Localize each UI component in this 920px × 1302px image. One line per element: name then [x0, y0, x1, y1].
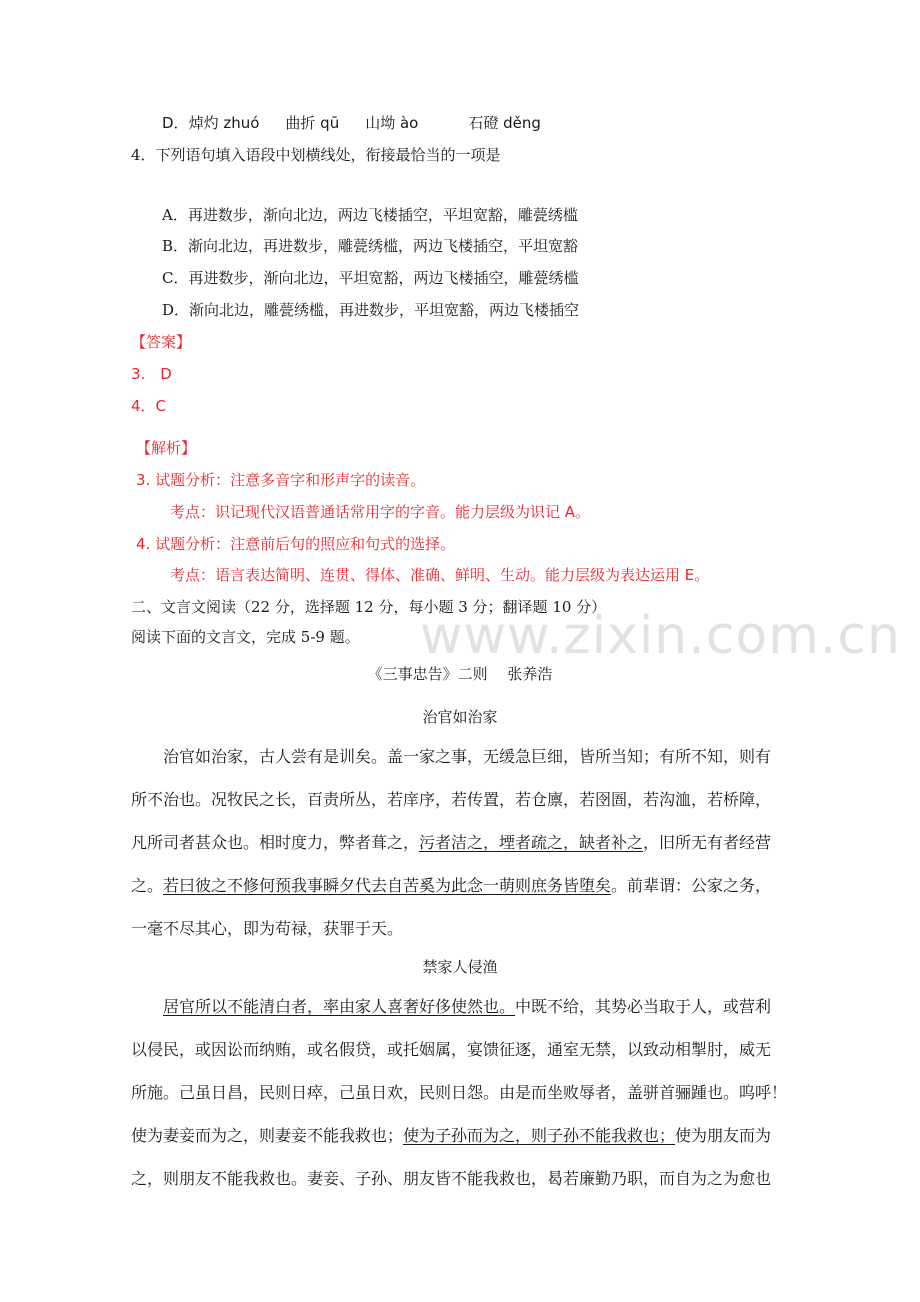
passage-text: 中既不给，其势必当取于人，或营利: [515, 997, 772, 1016]
q3-option-d-item: 焯灼 zhuó: [188, 114, 260, 132]
q3-option-d-label: D．: [162, 114, 189, 132]
analysis-item: 3. 试题分析：注意多音字和形声字的读音。: [136, 471, 426, 489]
passage-line: [131, 1082, 787, 1104]
passage-text: 之。: [131, 876, 164, 895]
passage-text: 凡所司者甚众也。相时度力，弊者葺之，: [131, 833, 420, 852]
section-title: 二、文言文阅读（22 分，选择题 12 分，每小题 3 分；翻译题 10 分）: [131, 598, 607, 616]
passage-text: 使为朋友而为: [675, 1126, 772, 1145]
passage-text: 。前辈谓：公家之务，: [611, 876, 772, 895]
q3-option-d-item: 山坳 ào: [365, 114, 419, 132]
passage-title: 禁家人侵渔: [422, 958, 498, 976]
passage-line: [131, 832, 771, 854]
passage-text: 使为妻妾而为之，则妻妾不能我救也；: [131, 1126, 404, 1145]
essay-title: 《三事忠告》二则 张养浩: [367, 665, 553, 683]
passage-text: ，旧所无有者经营: [643, 833, 772, 852]
underlined-sentence: 污者洁之，堙者疏之，缺者补之: [419, 833, 644, 852]
answer-heading: 【答案】: [131, 333, 192, 351]
passage-text: 治官如治家，古人尝有是训矣。盖一家之事，无缓急巨细，皆所当知；有所不知，则有: [131, 747, 772, 766]
passage-line: [131, 746, 771, 768]
watermark: www.zixin.com.cn: [420, 606, 901, 666]
passage-text: 以侵民，或因讼而纳贿，或名假贷，或托姻属，宴馈征逐，通室无禁，以致动相掣肘，威无: [131, 1040, 772, 1059]
passage-line: [131, 996, 771, 1018]
passage-line: [131, 1125, 771, 1147]
underlined-sentence: 若曰彼之不修何预我事瞬夕代去自苦奚为此念一萌则庶务皆堕矣: [163, 876, 612, 895]
q3-option-d: [162, 113, 541, 133]
passage-line: [131, 1039, 771, 1061]
passage-line: [131, 1168, 771, 1190]
passage-line: [131, 875, 771, 897]
passage-text: 所不治也。况牧民之长，百责所丛，若庠序，若传置，若仓廪，若囹圄，若沟洫，若桥障，: [131, 790, 772, 809]
passage-text: 之，则朋友不能我救也。妻妾、子孙、朋友皆不能我救也，曷若廉勤乃职，而自为之为愈也: [131, 1169, 772, 1188]
q4-option-c: C．再进数步，渐向北边，平坦宽豁，两边飞楼插空，雕甍绣槛: [162, 269, 579, 287]
passage-text: [131, 997, 163, 1016]
analysis-kaodian: 考点：识记现代汉语普通话常用字的字音。能力层级为识记 A。: [170, 503, 591, 521]
passage-text: 一毫不尽其心，即为苟禄，获罪于天。: [131, 919, 404, 938]
passage-text: 所施。己虽日昌，民则日瘁，己虽日欢，民则日怨。由是而坐败辱者，盖骈首骊踵也。呜呼！: [131, 1083, 788, 1102]
passage-line: [131, 918, 403, 940]
q4-option-a: A．再进数步，渐向北边，两边飞楼插空，平坦宽豁，雕甍绣槛: [162, 206, 578, 224]
q3-option-d-item: 石磴 děng: [468, 114, 541, 132]
passage-title: 治官如治家: [422, 708, 498, 726]
answer-line: 3. D: [131, 365, 172, 383]
q4-option-b: B．渐向北边，再进数步，雕甍绣槛，两边飞楼插空，平坦宽豁: [162, 237, 579, 255]
analysis-kaodian: 考点：语言表达简明、连贯、得体、准确、鲜明、生动。能力层级为表达运用 E。: [170, 566, 710, 584]
passage-line: [131, 789, 771, 811]
analysis-heading: 【解析】: [136, 439, 197, 457]
section-instruction: 阅读下面的文言文，完成 5-9 题。: [131, 628, 360, 646]
q4-option-d: D．渐向北边，雕甍绣槛，再进数步，平坦宽豁，两边飞楼插空: [162, 301, 580, 319]
analysis-item: 4. 试题分析：注意前后句的照应和句式的选择。: [136, 535, 456, 553]
q3-option-d-item: 曲折 qū: [285, 114, 340, 132]
underlined-sentence: 居官所以不能清白者，率由家人喜奢好侈使然也。: [163, 997, 516, 1016]
q4-stem: 4．下列语句填入语段中划横线处，衔接最恰当的一项是: [131, 146, 501, 164]
answer-line: 4．C: [131, 397, 167, 415]
underlined-sentence: 使为子孙而为之，则子孙不能我救也；: [403, 1126, 676, 1145]
